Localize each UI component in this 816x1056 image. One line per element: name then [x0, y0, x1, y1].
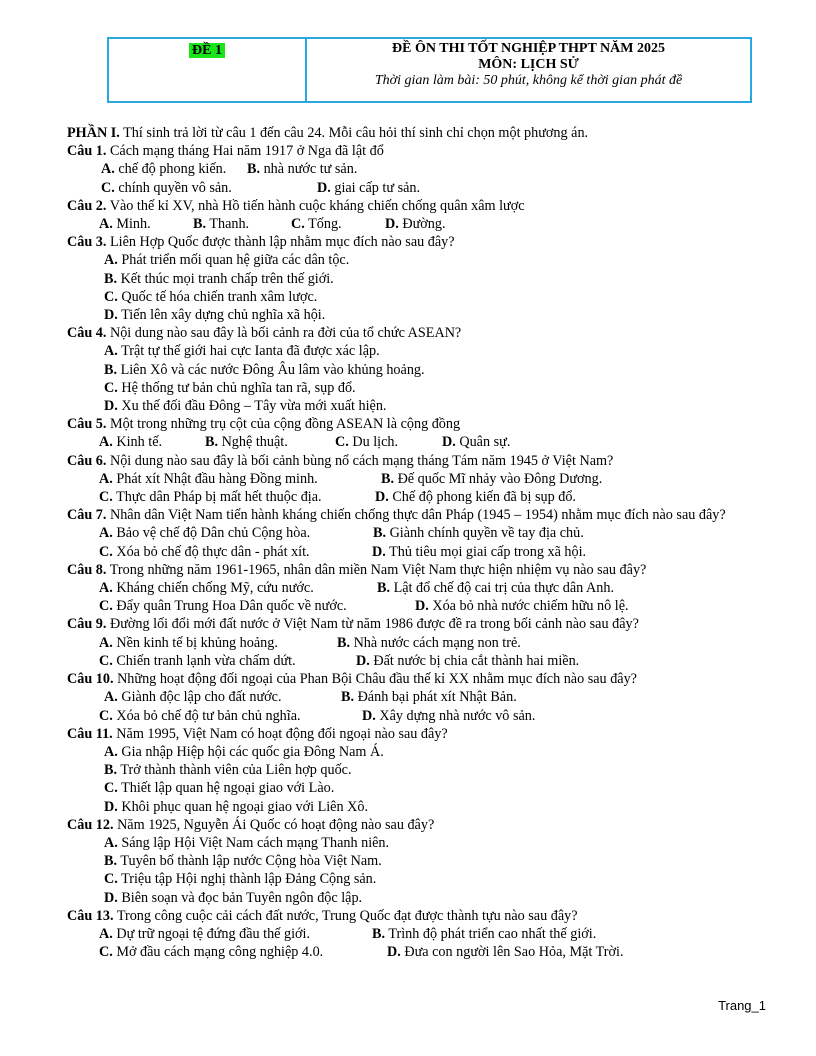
question-3	[67, 233, 764, 251]
option-label: A.	[104, 834, 118, 851]
question-text: Nội dung nào sau đây là bối cảnh ra đời của tổ chức ASEAN?	[109, 325, 462, 342]
option-text: Trình độ phát triển cao nhất thế giới.	[388, 925, 597, 942]
options-row	[67, 524, 764, 542]
option-label: D.	[104, 889, 118, 906]
option-label: B.	[337, 634, 351, 651]
option-text: Thiết lập quan hệ ngoại giao với Lào.	[121, 780, 335, 797]
options-row	[67, 943, 764, 961]
question-number: Câu 12.	[67, 816, 114, 833]
exam-title-cell	[307, 39, 750, 101]
option-text: Xóa bỏ chế độ tư bản chủ nghĩa.	[116, 707, 301, 724]
options-row	[67, 652, 764, 670]
option-b	[67, 852, 764, 870]
option-label: D.	[372, 543, 386, 560]
option-text: Lật đổ chế độ cai trị của thực dân Anh.	[393, 580, 614, 597]
option-text: Trật tự thế giới hai cực Ianta đã được xác lập.	[121, 343, 380, 360]
option-text: chính quyền vô sản.	[118, 179, 232, 196]
option-label: B.	[377, 580, 391, 597]
option-a	[67, 834, 764, 852]
option-label: D.	[362, 707, 376, 724]
option-text: Triệu tập Hội nghị thành lập Đảng Cộng sản.	[121, 871, 377, 888]
question-number: Câu 9.	[67, 616, 107, 633]
option-label: D.	[442, 434, 456, 451]
option-item	[99, 470, 381, 488]
option-text: Quốc tế hóa chiến tranh xâm lược.	[121, 288, 318, 305]
option-text: Dự trữ ngoại tệ đứng đầu thế giới.	[116, 925, 311, 942]
option-item	[99, 543, 372, 561]
options-row	[67, 433, 764, 451]
question-number: Câu 4.	[67, 325, 107, 342]
option-label: D.	[317, 179, 331, 196]
option-c	[67, 288, 764, 306]
option-label: A.	[104, 343, 118, 360]
option-text: Mở đầu cách mạng công nghiệp 4.0.	[116, 944, 324, 961]
option-b	[67, 761, 764, 779]
option-d	[67, 798, 764, 816]
question-number: Câu 10.	[67, 671, 114, 688]
exam-title: ĐỀ ÔN THI TỐT NGHIỆP THPT NĂM 2025	[392, 41, 665, 56]
option-item	[205, 433, 335, 451]
options-row	[67, 543, 764, 561]
option-label: A.	[99, 580, 113, 597]
option-label: A.	[104, 689, 118, 706]
question-number: Câu 1.	[67, 143, 107, 160]
question-13	[67, 907, 764, 925]
options-row	[67, 488, 764, 506]
options-row	[67, 579, 764, 597]
option-label: B.	[104, 361, 118, 378]
option-label: D.	[104, 398, 118, 415]
question-8	[67, 561, 764, 579]
question-text: Những hoạt động đối ngoại của Phan Bội Châu đầu thế kỉ XX nhằm mục đích nào sau đây?	[117, 671, 637, 688]
option-label: D.	[356, 652, 370, 669]
question-12	[67, 816, 764, 834]
option-label: A.	[99, 634, 113, 651]
option-text: Đường.	[402, 216, 446, 233]
option-text: Trở thành thành viên của Liên hợp quốc.	[120, 762, 352, 779]
option-text: Giành chính quyền về tay địa chủ.	[389, 525, 584, 542]
exam-code-cell	[109, 39, 307, 101]
part-heading	[67, 124, 764, 142]
option-text: Gia nhập Hiệp hội các quốc gia Đông Nam Á.	[121, 743, 384, 760]
option-text: Đế quốc Mĩ nhảy vào Đông Dương.	[397, 470, 603, 487]
option-label: A.	[99, 434, 113, 451]
options-row	[67, 215, 764, 233]
option-item	[99, 634, 337, 652]
question-text: Năm 1995, Việt Nam có hoạt động đối ngoại nào sau đây?	[116, 725, 448, 742]
option-label: A.	[104, 743, 118, 760]
question-5	[67, 415, 764, 433]
option-text: Xóa bỏ chế độ thực dân - phát xít.	[116, 543, 310, 560]
option-item	[99, 524, 373, 542]
option-text: Đưa con người lên Sao Hỏa, Mặt Trời.	[404, 944, 624, 961]
option-label: A.	[99, 925, 113, 942]
options-row	[67, 470, 764, 488]
option-label: B.	[104, 270, 118, 287]
option-text: Thực dân Pháp bị mất hết thuộc địa.	[116, 489, 322, 506]
option-text: Đẩy quân Trung Hoa Dân quốc về nước.	[116, 598, 347, 615]
option-label: C.	[99, 652, 113, 669]
option-label: D.	[104, 798, 118, 815]
option-text: Khôi phục quan hệ ngoại giao với Liên Xô.	[121, 798, 369, 815]
option-d	[67, 397, 764, 415]
option-label: A.	[99, 470, 113, 487]
question-number: Câu 3.	[67, 234, 107, 251]
option-text: Giành độc lập cho đất nước.	[121, 689, 282, 706]
option-text: Biên soạn và đọc bản Tuyên ngôn độc lập.	[121, 889, 363, 906]
option-text: giai cấp tư sản.	[334, 179, 421, 196]
option-text: Sáng lập Hội Việt Nam cách mạng Thanh niên.	[121, 834, 390, 851]
question-number: Câu 6.	[67, 452, 107, 469]
option-item	[101, 179, 317, 197]
option-label: B.	[373, 525, 387, 542]
question-6	[67, 452, 764, 470]
question-text: Trong những năm 1961-1965, nhân dân miền Nam Việt Nam thực hiện nhiệm vụ nào sau đây?	[109, 561, 647, 578]
option-label: B.	[205, 434, 219, 451]
option-text: Kinh tế.	[116, 434, 163, 451]
option-label: C.	[104, 288, 118, 305]
option-item	[104, 688, 341, 706]
option-c	[67, 870, 764, 888]
question-text: Liên Hợp Quốc được thành lập nhằm mục đích nào sau đây?	[109, 234, 455, 251]
option-text: Du lịch.	[352, 434, 399, 451]
question-number: Câu 7.	[67, 507, 107, 524]
option-label: B.	[247, 161, 261, 178]
options-row	[67, 707, 764, 725]
question-4	[67, 324, 764, 342]
option-c	[67, 379, 764, 397]
question-number: Câu 13.	[67, 907, 114, 924]
option-label: C.	[99, 707, 113, 724]
option-text: Phát xít Nhật đầu hàng Đồng minh.	[116, 470, 318, 487]
option-item	[99, 707, 362, 725]
option-text: Nền kinh tế bị khủng hoảng.	[116, 634, 278, 651]
option-label: C.	[104, 379, 118, 396]
question-text: Trong công cuộc cải cách đất nước, Trung Quốc đạt được thành tựu nào sau đây?	[116, 907, 578, 924]
option-text: Nghệ thuật.	[221, 434, 288, 451]
question-7	[67, 506, 764, 524]
option-label: D.	[387, 944, 401, 961]
option-label: C.	[99, 944, 113, 961]
option-label: C.	[104, 780, 118, 797]
options-row	[67, 925, 764, 943]
exam-subject: MÔN: LỊCH SỬ	[478, 57, 579, 72]
option-text: Bảo vệ chế độ Dân chủ Cộng hòa.	[116, 525, 311, 542]
question-text: Vào thế kỉ XV, nhà Hồ tiến hành cuộc kháng chiến chống quân xâm lược	[109, 197, 525, 214]
option-label: A.	[104, 252, 118, 269]
option-item	[335, 433, 442, 451]
option-label: C.	[99, 489, 113, 506]
option-item	[99, 943, 387, 961]
option-label: B.	[104, 853, 118, 870]
option-d	[67, 889, 764, 907]
option-label: C.	[335, 434, 349, 451]
question-text: Năm 1925, Nguyễn Ái Quốc có hoạt động nào sau đây?	[117, 816, 435, 833]
question-10	[67, 670, 764, 688]
question-9	[67, 615, 764, 633]
page-number: Trang_1	[718, 998, 766, 1013]
option-b	[67, 270, 764, 288]
option-item	[99, 433, 205, 451]
question-text: Cách mạng tháng Hai năm 1917 ở Nga đã lật đổ	[109, 143, 384, 160]
option-item: PHẦN I.	[67, 125, 120, 141]
option-text: Xây dựng nhà nước vô sản.	[379, 707, 536, 724]
option-text: Minh.	[116, 216, 151, 233]
option-text: Hệ thống tư bản chủ nghĩa tan rã, sụp đổ.	[121, 379, 356, 396]
option-label: B.	[104, 762, 118, 779]
option-text: Chiến tranh lạnh vừa chấm dứt.	[116, 652, 296, 669]
option-label: C.	[104, 871, 118, 888]
option-item	[291, 215, 385, 233]
option-label: D.	[415, 598, 429, 615]
question-2	[67, 197, 764, 215]
question-number: Câu 11.	[67, 725, 113, 742]
question-1	[67, 142, 764, 160]
option-label: D.	[104, 307, 118, 324]
question-text: Đường lối đổi mới đất nước ở Việt Nam từ năm 1986 được đề ra trong bối cảnh nào sau đây?	[109, 616, 639, 633]
exam-code: ĐỀ 1	[189, 43, 225, 58]
option-item	[99, 652, 356, 670]
option-label: A.	[101, 161, 115, 178]
option-text: nhà nước tư sản.	[263, 161, 358, 178]
option-text: Phát triển mối quan hệ giữa các dân tộc.	[121, 252, 350, 269]
option-text: Đất nước bị chia cắt thành hai miền.	[373, 652, 580, 669]
option-b	[67, 361, 764, 379]
option-text: Kết thúc mọi tranh chấp trên thế giới.	[120, 270, 334, 287]
option-label: C.	[99, 543, 113, 560]
option-text: Xóa bỏ nhà nước chiếm hữu nô lệ.	[432, 598, 629, 615]
question-11	[67, 725, 764, 743]
option-a	[67, 251, 764, 269]
question-text: Nhân dân Việt Nam tiến hành kháng chiến chống thực dân Pháp (1945 – 1954) nhằm mục đích nào sau đây?	[109, 507, 726, 524]
option-text: Nhà nước cách mạng non trẻ.	[353, 634, 521, 651]
option-label: C.	[291, 216, 305, 233]
option-text: Tống.	[308, 216, 342, 233]
option-label: B.	[193, 216, 207, 233]
question-text: Một trong những trụ cột của cộng đồng ASEAN là cộng đồng	[109, 416, 461, 433]
option-text: Xu thế đối đầu Đông – Tây vừa mới xuất hiện.	[121, 398, 387, 415]
options-row	[67, 179, 764, 197]
option-label: D.	[385, 216, 399, 233]
option-c	[67, 779, 764, 797]
option-label: A.	[99, 525, 113, 542]
option-d	[67, 306, 764, 324]
option-text: Tiến lên xây dựng chủ nghĩa xã hội.	[121, 307, 326, 324]
option-text: Đánh bại phát xít Nhật Bản.	[357, 689, 517, 706]
option-label: C.	[101, 179, 115, 196]
option-label: D.	[375, 489, 389, 506]
option-a	[67, 342, 764, 360]
option-item	[193, 215, 291, 233]
exam-header	[107, 37, 752, 103]
exam-content	[67, 124, 764, 961]
option-label: B.	[381, 470, 395, 487]
option-text: Tuyên bố thành lập nước Cộng hòa Việt Nam.	[120, 853, 382, 870]
option-item	[99, 215, 193, 233]
question-number: Câu 8.	[67, 561, 107, 578]
option-a	[67, 743, 764, 761]
question-number: Câu 5.	[67, 416, 107, 433]
option-text: Quân sự.	[459, 434, 511, 451]
option-label: B.	[341, 689, 355, 706]
options-row	[67, 160, 764, 178]
option-text: Liên Xô và các nước Đông Âu lâm vào khủng hoảng.	[120, 361, 425, 378]
options-row	[67, 634, 764, 652]
option-label: A.	[99, 216, 113, 233]
option-item: Thí sinh trả lời từ câu 1 đến câu 24. Mỗi câu hỏi thí sinh chỉ chọn một phương án.	[123, 125, 589, 141]
option-item	[99, 925, 372, 943]
option-text: Chế độ phong kiến đã bị sụp đổ.	[392, 489, 576, 506]
question-text: Nội dung nào sau đây là bối cảnh bùng nổ cách mạng tháng Tám năm 1945 ở Việt Nam?	[109, 452, 614, 469]
option-text: Thủ tiêu mọi giai cấp trong xã hội.	[389, 543, 587, 560]
option-label: B.	[372, 925, 386, 942]
option-item	[99, 597, 415, 615]
options-row	[67, 688, 764, 706]
exam-time-note: Thời gian làm bài: 50 phút, không kể thời gian phát đề	[374, 73, 683, 88]
option-item	[99, 488, 375, 506]
option-text: Kháng chiến chống Mỹ, cứu nước.	[116, 580, 314, 597]
option-item	[101, 160, 247, 178]
option-label: C.	[99, 598, 113, 615]
option-item	[99, 579, 377, 597]
option-text: chế độ phong kiến.	[118, 161, 227, 178]
question-number: Câu 2.	[67, 197, 107, 214]
options-row	[67, 597, 764, 615]
option-text: Thanh.	[209, 216, 250, 233]
